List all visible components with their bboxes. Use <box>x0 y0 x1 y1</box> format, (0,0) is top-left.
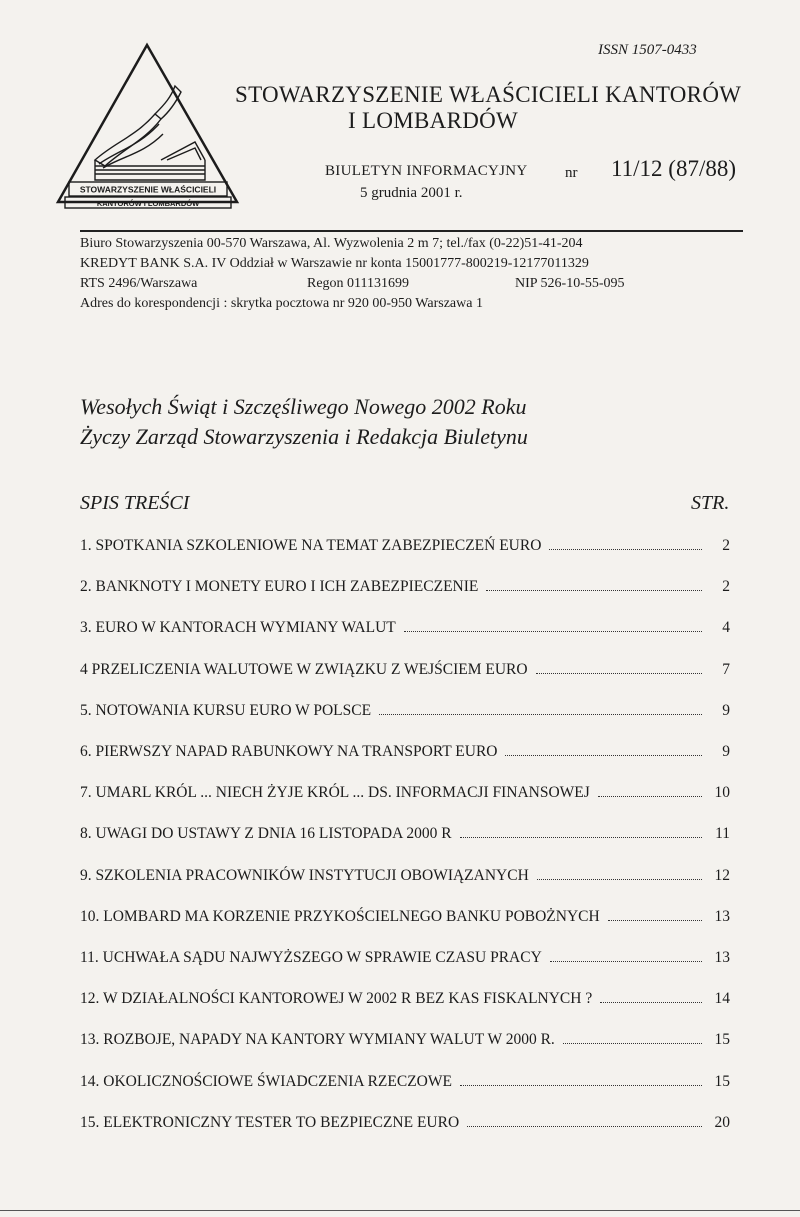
correspondence-address: Adres do korespondencji : skrytka pocztowa nr 920 00-950 Warszawa 1 <box>80 296 483 311</box>
toc-entry-title: 11. UCHWAŁA SĄDU NAJWYŻSZEGO W SPRAWIE CZASU PRACY <box>80 949 542 966</box>
toc-entry[interactable] <box>80 908 730 938</box>
toc-entry-page: 7 <box>722 661 730 678</box>
toc-entry-title: 3. EURO W KANTORACH WYMIANY WALUT <box>80 619 396 636</box>
toc-entry-page: 4 <box>722 619 730 636</box>
toc-entry-title: 4 PRZELICZENIA WALUTOWE W ZWIĄZKU Z WEJŚCIEM EURO <box>80 661 528 678</box>
toc-entry-title: 7. UMARL KRÓL ... NIECH ŻYJE KRÓL ... DS. INFORMACJI FINANSOWEJ <box>80 784 590 801</box>
toc-entry[interactable] <box>80 619 730 649</box>
toc-entry-title: 14. OKOLICZNOŚCIOWE ŚWIADCZENIA RZECZOWE <box>80 1073 452 1090</box>
toc-entry-title: 1. SPOTKANIA SZKOLENIOWE NA TEMAT ZABEZPIECZEŃ EURO <box>80 537 542 554</box>
organization-name: STOWARZYSZENIE WŁAŚCICIELI KANTORÓW <box>235 82 742 107</box>
toc-entry-title: 12. W DZIAŁALNOŚCI KANTOROWEJ W 2002 R BEZ KAS FISKALNYCH ? <box>80 990 593 1007</box>
bank-account-line: KREDYT BANK S.A. IV Oddział w Warszawie nr konta 15001777-800219-12177011329 <box>80 256 589 271</box>
bottom-edge-line <box>0 1210 800 1211</box>
address-line: Biuro Stowarzyszenia 00-570 Warszawa, Al. Wyzwolenia 2 m 7; tel./fax (0-22)51-41-204 <box>80 236 583 251</box>
issue-date: 5 grudnia 2001 r. <box>360 185 463 201</box>
leader-dots <box>549 549 702 550</box>
issn-number: ISSN 1507-0433 <box>598 42 697 58</box>
toc-entry[interactable] <box>80 1073 730 1103</box>
toc-entry-title: 2. BANKNOTY I MONETY EURO I ICH ZABEZPIECZENIE <box>80 578 479 595</box>
toc-entry-title: 8. UWAGI DO USTAWY Z DNIA 16 LISTOPADA 2000 R <box>80 825 452 842</box>
logo-text-top: STOWARZYSZENIE WŁAŚCICIELI <box>79 184 217 195</box>
toc-entry-page: 10 <box>714 784 730 801</box>
toc-entry-title: 9. SZKOLENIA PRACOWNIKÓW INSTYTUCJI OBOWIĄZANYCH <box>80 867 529 884</box>
greeting-line-2: Życzy Zarząd Stowarzyszenia i Redakcja Biuletynu <box>80 424 528 449</box>
greeting-line-1: Wesołych Świąt i Szczęśliwego Nowego 2002 Roku <box>80 394 527 419</box>
leader-dots <box>486 590 702 591</box>
association-logo <box>55 42 240 214</box>
toc-entry-title: 6. PIERWSZY NAPAD RABUNKOWY NA TRANSPORT EURO <box>80 743 498 760</box>
toc-entry-title: 15. ELEKTRONICZNY TESTER TO BEZPIECZNE EURO <box>80 1114 460 1131</box>
leader-dots <box>563 1043 702 1044</box>
holiday-greeting <box>80 392 528 452</box>
toc-entry[interactable] <box>80 578 730 608</box>
toc-entry-page: 13 <box>714 908 730 925</box>
toc-entry[interactable] <box>80 743 730 773</box>
logo-text-bottom: KANTORÓW I LOMBARDÓW <box>96 199 200 208</box>
toc-entry[interactable] <box>80 1031 730 1061</box>
toc-entry-page: 9 <box>722 702 730 719</box>
regon-number: Regon 011131699 <box>307 276 410 291</box>
leader-dots <box>460 1085 702 1086</box>
rts-number: RTS 2496/Warszawa <box>80 276 198 291</box>
leader-dots <box>608 920 702 921</box>
leader-dots <box>598 796 702 797</box>
toc-entry-page: 15 <box>714 1031 730 1048</box>
toc-entry-page: 12 <box>714 867 730 884</box>
toc-entry-title: 10. LOMBARD MA KORZENIE PRZYKOŚCIELNEGO BANKU POBOŻNYCH <box>80 908 600 925</box>
issue-number: 11/12 (87/88) <box>611 156 736 181</box>
toc-entry-page: 14 <box>714 990 730 1007</box>
toc-entry[interactable] <box>80 661 730 691</box>
leader-dots <box>379 714 702 715</box>
toc-entry[interactable] <box>80 867 730 897</box>
toc-title: SPIS TREŚCI <box>80 492 190 514</box>
toc-entry-title: 5. NOTOWANIA KURSU EURO W POLSCE <box>80 702 372 719</box>
toc-entry-page: 9 <box>722 743 730 760</box>
toc-entry-page: 11 <box>715 825 730 842</box>
leader-dots <box>467 1126 702 1127</box>
leader-dots <box>505 755 702 756</box>
leader-dots <box>404 631 702 632</box>
toc-entry-page: 2 <box>722 578 730 595</box>
toc-entry[interactable] <box>80 784 730 814</box>
toc-entry[interactable] <box>80 825 730 855</box>
toc-entry-page: 15 <box>714 1073 730 1090</box>
leader-dots <box>600 1002 702 1003</box>
toc-entry[interactable] <box>80 702 730 732</box>
toc-entry-page: 2 <box>722 537 730 554</box>
toc-entry-page: 20 <box>714 1114 730 1131</box>
leader-dots <box>536 673 702 674</box>
nip-number: NIP 526-10-55-095 <box>515 276 625 291</box>
organization-name-line2: I LOMBARDÓW <box>348 108 519 133</box>
toc-entry[interactable] <box>80 537 730 567</box>
leader-dots <box>550 961 702 962</box>
leader-dots <box>460 837 702 838</box>
toc-entry[interactable] <box>80 990 730 1020</box>
toc-entry[interactable] <box>80 949 730 979</box>
toc-page-header: STR. <box>691 492 730 514</box>
bulletin-label: BIULETYN INFORMACYJNY <box>325 163 528 179</box>
header-divider <box>80 230 743 232</box>
toc-entry-page: 13 <box>714 949 730 966</box>
toc-entry-title: 13. ROZBOJE, NAPADY NA KANTORY WYMIANY WALUT W 2000 R. <box>80 1031 555 1048</box>
leader-dots <box>537 879 702 880</box>
toc-entry[interactable] <box>80 1114 730 1144</box>
issue-prefix: nr <box>565 165 578 181</box>
